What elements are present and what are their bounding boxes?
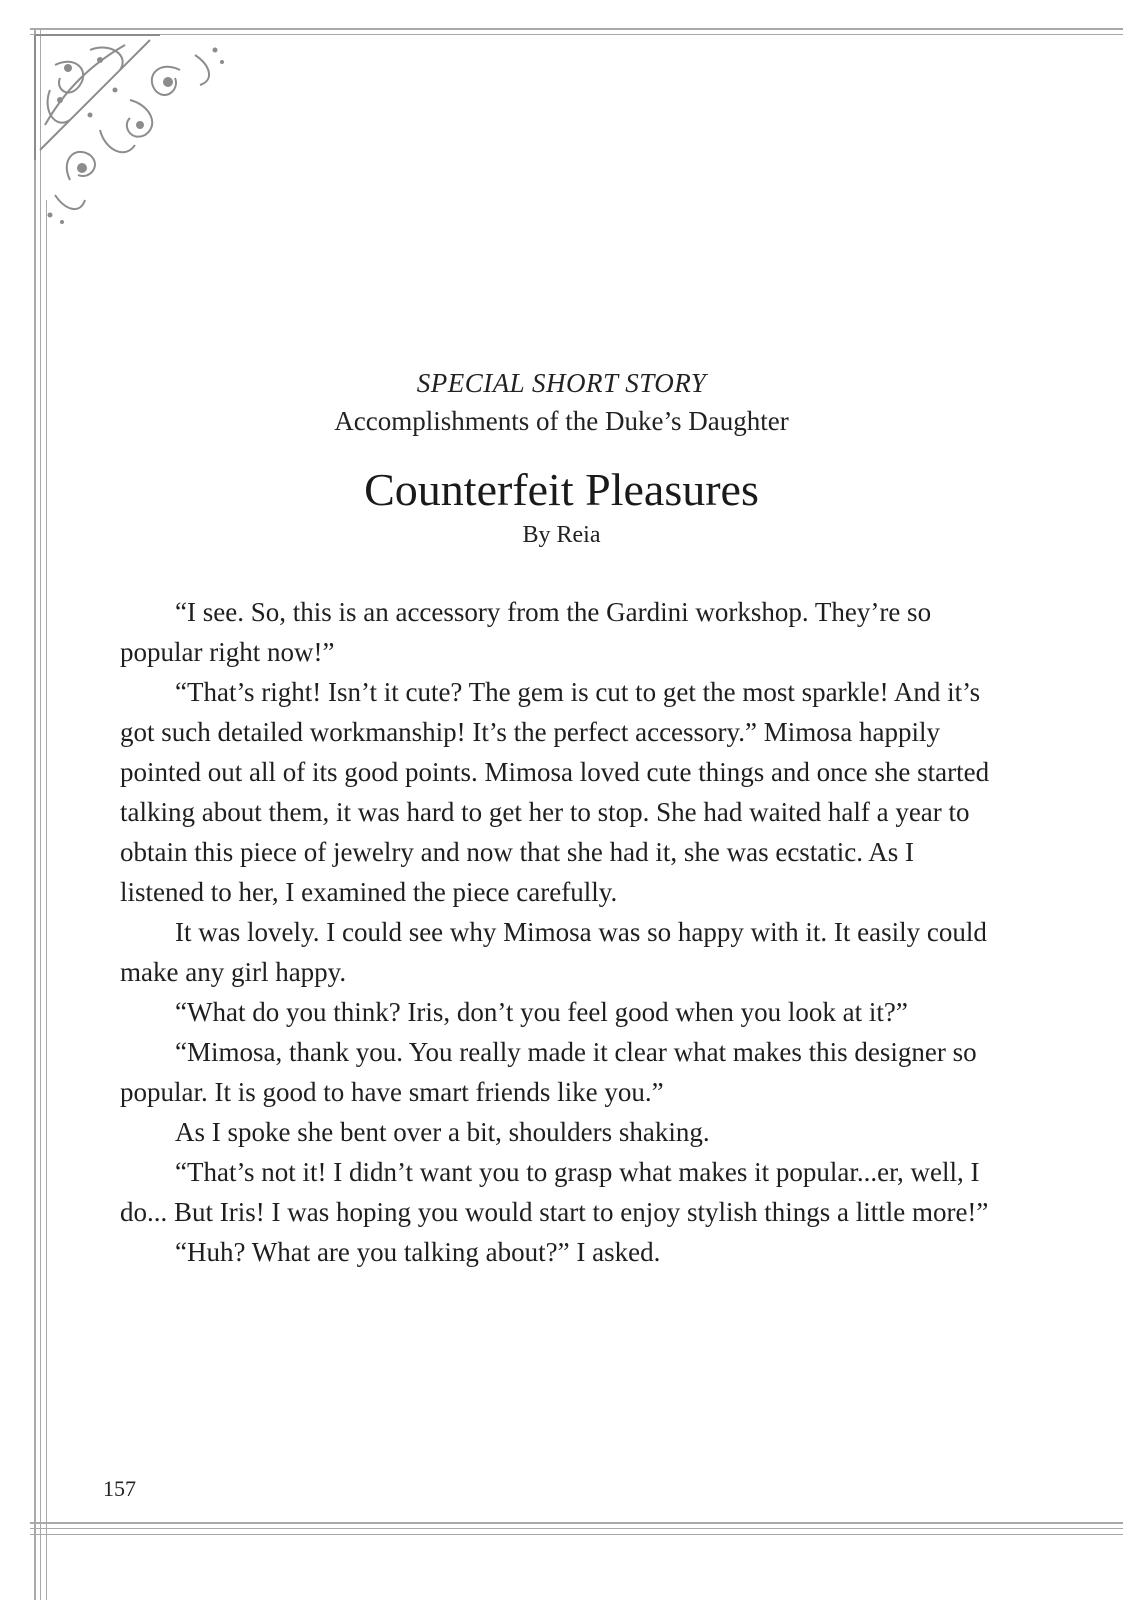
paragraph: “Mimosa, thank you. You really made it clear what makes this designer so popular. It is good to have smart friends like you.” bbox=[120, 1037, 977, 1107]
frame-bottom-inner bbox=[30, 1528, 1123, 1529]
paragraph: “That’s right! Isn’t it cute? The gem is cut to get the most sparkle! And it’s got such detailed workmanship! It’s the perfect accessory.” Mimosa happily pointed out all of its good points. Mimosa loved cute things and once she started talking about them, it was hard to get her to stop. She had waited half a year to obtain this piece of jewelry and now that she had it, she was ecstatic. As I listened to her, I examined the piece carefully. bbox=[120, 677, 990, 907]
story-title: Counterfeit Pleasures bbox=[364, 464, 759, 515]
story-label: SPECIAL SHORT STORY bbox=[416, 368, 707, 398]
frame-bottom-outer bbox=[30, 1522, 1123, 1524]
corner-ornament-icon bbox=[30, 30, 230, 230]
frame-left-outer bbox=[34, 28, 36, 1600]
story-body bbox=[120, 592, 1000, 1272]
paragraph: “What do you think? Iris, don’t you feel good when you look at it?” bbox=[175, 997, 908, 1027]
paragraph: It was lovely. I could see why Mimosa was so happy with it. It easily could make any girl happy. bbox=[120, 917, 987, 987]
series-title: Accomplishments of the Duke’s Daughter bbox=[334, 406, 789, 436]
paragraph: “Huh? What are you talking about?” I asked. bbox=[175, 1237, 661, 1267]
paragraph: As I spoke she bent over a bit, shoulders shaking. bbox=[175, 1117, 710, 1147]
author-byline: By Reia bbox=[522, 522, 601, 548]
paragraph: “That’s not it! I didn’t want you to grasp what makes it popular...er, well, I do... But Iris! I was hoping you would start to enjoy stylish things a little more!” bbox=[120, 1157, 989, 1227]
paragraph: “I see. So, this is an accessory from the Gardini workshop. They’re so popular right now!” bbox=[120, 597, 932, 667]
page-number: 157 bbox=[103, 1476, 136, 1501]
frame-left-inner bbox=[40, 28, 41, 1600]
frame-bottom-far bbox=[30, 1534, 1123, 1535]
